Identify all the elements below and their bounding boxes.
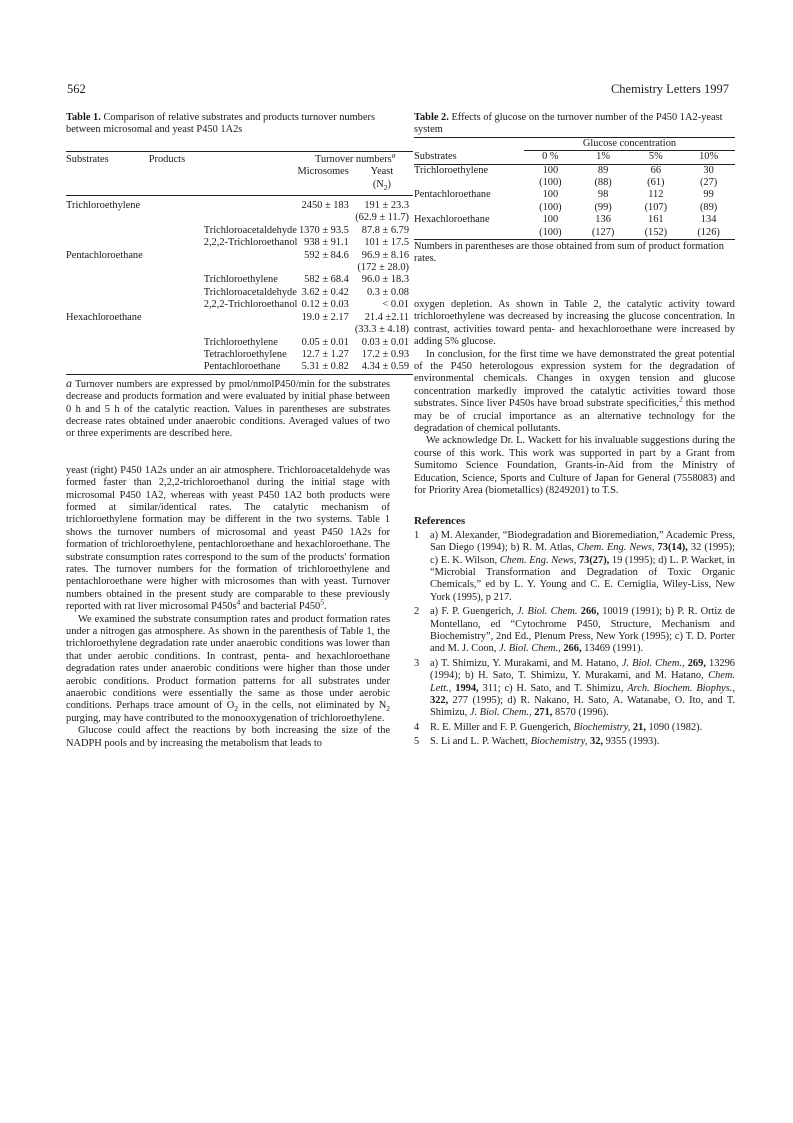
table1-row <box>66 299 413 311</box>
table1-cell-microsomes: 0.12 ± 0.03 <box>301 299 349 311</box>
table1-cell-microsomes: 5.31 ± 0.82 <box>297 361 354 374</box>
left-paragraph-3: Glucose could affect the reactions by both increasing the size of the NADPH pools and by increasing the metabolism that leads to <box>66 725 390 749</box>
table1-cell-yeast: < 0.01 <box>382 299 410 311</box>
ref-text: R. E. Miller and F. P. Guengerich, <box>430 721 574 733</box>
ref-journal: Biochemistry, <box>573 721 631 733</box>
table2-cell-value: (100) <box>539 177 562 189</box>
right-paragraph-1: oxygen depletion. As shown in Table 2, the catalytic activity toward trichloroethylene was decreased by increasing the glucose concentration. In contrast, activities toward penta- and hexachloroethane were increased by adding 5% glucose. <box>414 298 735 348</box>
left-column <box>66 112 410 750</box>
table1-cell-substrate <box>66 274 143 286</box>
table1-cell-microsomes: 19.0 ± 2.17 <box>301 311 349 323</box>
reference-1 <box>414 530 735 604</box>
table1-cell-microsomes: 0.05 ± 0.01 <box>301 336 349 348</box>
ref-volume: 32, <box>587 736 604 748</box>
ref-journal: Arch. Biochem. Biophys., <box>627 682 735 694</box>
table1-cell-substrate <box>66 237 143 249</box>
table2-caption-text: Effects of glucose on the turnover number of the P450 1A2-yeast system <box>414 112 723 136</box>
table2-cell-value: (27) <box>699 177 718 189</box>
table1-cell-substrate <box>66 324 143 336</box>
table1-cell-yeast: 96.0 ± 18.3 <box>361 274 410 286</box>
table2-cell-value: 136 <box>595 214 611 226</box>
table1-cell-substrate <box>66 212 143 224</box>
left-paragraph-1 <box>66 465 390 614</box>
table1-cell-substrate: Pentachloroethane <box>66 249 143 261</box>
reference-5 <box>414 736 735 748</box>
table2-cell-value: (107) <box>644 201 668 213</box>
table2-cell-value: (100) <box>539 226 562 238</box>
ref-text: 9355 (1993). <box>603 736 660 748</box>
table1-cell-substrate <box>66 337 143 349</box>
table1-row <box>66 212 413 224</box>
ref-journal: J. Biol. Chem., <box>499 643 561 655</box>
reference-body <box>430 530 735 604</box>
reference-number: 3 <box>414 657 420 669</box>
ref-journal: J. Biol. Chem., <box>621 657 685 669</box>
ref-volume: 266, <box>560 643 582 655</box>
table1-row <box>66 225 413 237</box>
table1-cell-product: Pentachloroethane <box>143 361 298 374</box>
ref-journal: Chem. Eng. News, <box>577 542 655 554</box>
table1-row <box>66 196 413 213</box>
table2-cell-value: 100 <box>542 164 559 176</box>
table1-cell-microsomes: 12.7 ± 1.27 <box>301 348 349 360</box>
ref-text: 32 (1995); c) E. K. Wilson, <box>430 542 735 566</box>
citation-4: 4 <box>236 597 241 607</box>
table2-cell-value: 30 <box>703 164 714 176</box>
ref-volume: 21, <box>630 721 646 733</box>
references-heading: References <box>414 515 466 528</box>
reference-number: 4 <box>414 721 420 733</box>
table2-body <box>414 164 735 239</box>
ref-text: a) T. Shimizu, Y. Murakami, and M. Hatano, <box>430 657 622 669</box>
reference-2 <box>414 606 735 656</box>
table1-cell-microsomes: 582 ± 68.4 <box>304 274 349 286</box>
table1-cell-microsomes <box>297 212 354 224</box>
left-p2-sub-1: 2 <box>234 704 239 714</box>
table1-cell-yeast: 17.2 ± 0.93 <box>361 348 410 360</box>
ref-text: 8570 (1996). <box>552 707 609 719</box>
table2-cell-value: (100) <box>539 201 562 213</box>
table1-cell-yeast: (62.9 ± 11.7) <box>355 212 410 224</box>
left-p2-text-c: purging, may have contributed to the monooxygenation of trichloroethylene. <box>66 712 385 724</box>
table2 <box>414 137 735 239</box>
ref-text: a) F. P. Guengerich, <box>430 606 517 618</box>
table2-cell-substrate <box>414 177 524 189</box>
table2-cell-value: (89) <box>699 201 718 213</box>
table1-row <box>66 237 413 249</box>
table1-col-yeast: Yeast <box>370 166 394 178</box>
table2-col-substrates: Substrates <box>414 151 524 164</box>
table2-cell-value: (152) <box>644 226 668 238</box>
table1-cell-product: Trichloroacetaldehyde <box>203 286 297 298</box>
table2-col-5: 5% <box>629 151 682 164</box>
ref-journal: J. Biol. Chem., <box>469 707 532 719</box>
ref-volume: 271, <box>531 707 553 719</box>
citation-5: 5 <box>320 597 324 607</box>
table1-cell-microsomes: 938 ± 91.1 <box>304 237 349 249</box>
table1-cell-product: Trichloroacetaldehyde <box>203 224 297 236</box>
reference-4 <box>414 722 735 734</box>
table2-cell-substrate <box>414 227 524 239</box>
table2-header-row <box>414 151 735 164</box>
reference-body <box>430 722 735 734</box>
table1-cell-microsomes <box>297 324 354 336</box>
table1-caption-label: Table 1. <box>66 112 101 123</box>
table1-row <box>66 287 413 299</box>
table2-row <box>414 202 735 214</box>
acknowledgement-paragraph: We acknowledge Dr. L. Wackett for his invaluable suggestions during the course of this work. This work was supported in part by a Grant from Sumitomo Science Foundation, Grants-in-Aid from the Ministry of Education, Science, Sports and Culture of Japan for General (7558083) and for Priority Area (biometallics) (8249201) to T.S. <box>414 435 735 496</box>
table2-cell-value: 100 <box>542 189 559 201</box>
ref-text: 13469 (1991). <box>581 643 644 655</box>
ref-text: 277 (1995); d) R. Nakano, H. Sato, A. Watanabe, O. Ito, and T. Shimizu, <box>430 695 735 719</box>
ref-volume: 322, <box>430 695 449 707</box>
table1-cell-yeast: 96.9 ± 8.16 <box>361 249 410 261</box>
ref-volume: 1994, <box>451 682 479 694</box>
table1-cell-substrate <box>66 225 143 237</box>
table1-caption <box>66 112 390 137</box>
table2-cell-value: (61) <box>647 177 665 189</box>
table1-cell-product: 2,2,2-Trichloroethanol <box>203 237 298 249</box>
table1-cell-yeast: 4.34 ± 0.59 <box>355 361 413 374</box>
table1-row <box>66 337 413 349</box>
table1-cell-product <box>143 250 298 262</box>
table2-cell-value: 100 <box>542 214 559 226</box>
table1-cell-product <box>143 262 298 274</box>
table2-row <box>414 227 735 239</box>
ref-journal: Biochemistry, <box>530 736 588 748</box>
left-p2-text-a: We examined the substrate consumption rates and product formation rates under a nitrogen gas atmosphere. As shown in the parenthesis of Table 1, the trichloroethylene degradation rate under anaerobic conditions was lower than that under aerobic conditions. In contrast, penta- and hexachloroethane degradation rates under anaerobic conditions were higher than those under aerobic conditions. Product formation patterns for all substrates under anaerobic conditions were essentially the same as those under aerobic conditions. Perhaps trace amount of O <box>66 613 390 712</box>
table1-col-microsomes: Microsomes <box>297 166 349 178</box>
table2-caption-label: Table 2. <box>414 112 449 123</box>
table1-cell-yeast: 101 ± 17.5 <box>364 237 410 249</box>
table2-cell-substrate: Pentachloroethane <box>414 189 491 201</box>
ref-text: 311; c) H. Sato, and T. Shimizu, <box>478 682 628 694</box>
table1-footnote <box>66 377 390 441</box>
table1-col-substrates: Substrates <box>66 153 109 165</box>
table1-cell-product <box>143 324 298 336</box>
table1-cell-product: Trichloroethylene <box>203 336 278 348</box>
reference-3 <box>414 658 735 720</box>
table1-row <box>66 349 413 361</box>
table2-group-header: Glucose concentration <box>524 137 735 150</box>
table2-row <box>414 189 735 201</box>
table1-cell-yeast: 0.03 ± 0.01 <box>361 336 410 348</box>
table2-col-10: 10% <box>682 151 735 164</box>
right-p2-text-b: this method may be of crucial importance as an alternative technology for the degradation of chemical pollutants. <box>414 398 735 434</box>
table2-col-1: 1% <box>577 151 630 164</box>
table1-cell-product <box>143 196 298 213</box>
table1-cell-microsomes: 1370 ± 93.5 <box>298 224 349 236</box>
ref-volume: 266, <box>577 606 599 618</box>
table1-cell-product <box>143 212 298 224</box>
table2-cell-substrate: Trichloroethylene <box>414 164 489 176</box>
table1-cell-yeast: 191 ± 23.3 <box>355 196 413 213</box>
table2-col-0: 0 % <box>524 151 577 164</box>
table2-row <box>414 177 735 189</box>
table2-note: Numbers in parentheses are those obtained from sum of product formation rates. <box>414 239 735 266</box>
table1-footnote-text: Turnover numbers are expressed by pmol/nmolP450/min for the substrates decrease and products formation and were evaluated by initial phase between 0 h and 5 h of the catalytic reaction. Values in parentheses are substrates decrease rates obtained under anaerobic conditions. Averaged values of two or three experiments are described here. <box>66 378 390 440</box>
ref-volume: 73(27), <box>576 554 610 566</box>
ref-text: 10019 (1991); b) P. R. Ortiz de Montellano, ed “Cytochrome P450, Structure, Mechanism and Biochemistry”, 2nd Ed., Plenum Press, New York (1995); c) T. D. Porter and M. J. Coon, <box>430 606 736 655</box>
table1-header-row <box>66 151 413 166</box>
table2-cell-value: 98 <box>597 189 609 201</box>
left-p2-sub-2: 2 <box>386 704 390 714</box>
reference-body <box>430 606 735 656</box>
table2-cell-value: 66 <box>650 164 662 176</box>
table1-row <box>66 250 413 262</box>
right-paragraph-2 <box>414 349 735 436</box>
table1-subheader-row <box>66 166 413 178</box>
table2-cell-value: (126) <box>697 226 720 238</box>
ref-volume: 269, <box>684 657 706 669</box>
table1-row <box>66 274 413 286</box>
left-p1-mid: and bacterial P450 <box>240 601 321 613</box>
table2-cell-value: (88) <box>594 177 612 189</box>
table1-cell-substrate <box>66 287 143 299</box>
ref-text: S. Li and L. P. Wachett, <box>430 736 531 748</box>
table2-caption <box>414 112 735 137</box>
reference-body <box>430 658 735 720</box>
table1-cell-product: Tetrachloroethylene <box>203 348 287 360</box>
reference-number: 5 <box>414 736 420 748</box>
left-p2-text-b: in the cells, not eliminated by N <box>238 700 387 712</box>
table1-cell-yeast: 21.4 ±2.11 <box>364 311 410 323</box>
table1-cell-yeast: (172 ± 28.0) <box>357 262 410 274</box>
table2-cell-value: (99) <box>594 201 612 213</box>
table1-cell-yeast: 87.8 ± 6.79 <box>361 224 410 236</box>
left-paragraph-2 <box>66 614 390 726</box>
table2-cell-value: 161 <box>648 214 664 226</box>
table1-cell-yeast: (33.3 ± 4.18) <box>354 324 410 336</box>
table1-col-products: Products <box>148 153 186 165</box>
table1-cell-microsomes <box>297 262 354 274</box>
table1-cell-yeast: 0.3 ± 0.08 <box>366 286 410 298</box>
page-number: 562 <box>67 82 86 96</box>
right-p2-text-a: In conclusion, for the first time we have demonstrated the great potential of the P450 heterologous expression system for the degradation of environmental chemicals. Changes in oxygen tension and glucose concentration markedly improved the catalytic activities toward those substrates. Since liver P450s have broad substrate specificities, <box>414 348 735 410</box>
table1-footnote-mark: a <box>66 375 72 390</box>
table1-body <box>66 196 413 375</box>
table2-cell-substrate: Hexachloroethane <box>414 214 490 226</box>
table1-cell-substrate <box>66 299 143 311</box>
table1-row <box>66 262 413 274</box>
table1-turnover-footnote-mark: a <box>391 150 396 160</box>
table1-cell-microsomes: 3.62 ± 0.42 <box>301 286 349 298</box>
ref-text: 19 (1995); d) L. P. Wacket, in “Microbial Transformation and Degradation of Toxic Organic Chemicals,” ed by L. Y. Young and C. E. Cerniglia, Wiley-Liss, New York (1995), p 217. <box>430 554 735 603</box>
ref-text: a) M. Alexander, “Biodegradation and Bioremediation,” Academic Press, San Diego (1994); b) R. M. Atlas, <box>430 529 735 554</box>
reference-number: 2 <box>414 606 420 618</box>
table2-cell-substrate <box>414 202 524 214</box>
left-p1-end: . <box>323 601 327 613</box>
table2-cell-value: (127) <box>591 226 615 238</box>
table1-row <box>66 312 413 324</box>
reference-body <box>430 736 735 748</box>
table1-cell-microsomes: 592 ± 84.6 <box>304 249 349 261</box>
table1-cell-substrate <box>66 349 143 361</box>
table1-cell-substrate <box>66 262 143 274</box>
right-column <box>414 112 735 749</box>
table2-row <box>414 214 735 226</box>
reference-number: 1 <box>414 529 420 541</box>
table2-cell-value: 99 <box>703 189 714 201</box>
ref-text: 1090 (1982). <box>645 721 703 733</box>
table2-cell-value: 89 <box>597 164 609 176</box>
table1-cell-product <box>143 312 298 324</box>
table1-row <box>66 361 413 374</box>
table1-cell-substrate: Hexachloroethane <box>66 311 142 323</box>
ref-journal: Chem. Eng. News, <box>499 554 577 566</box>
left-p1-text: yeast (right) P450 1A2s under an air atmosphere. Trichloroacetaldehyde was formed faster than 2,2,2-trichloroethanol during the initial stage with microsomal P450 1A2, whereas with yeast P450 1A2 both products were formed at similar/identical rates. The catalytic mechanism of trichloroethylene formation may be different in the two systems. Table 1 shows the turnover numbers of microsomal and yeast P450 1A2s for formation of trichloroethylene, pentachloroethane and hexachloroethane. The substrate consumption rates correspond to the sum of the products' formation rates. The turnover numbers for the formation of trichloroethylene and pentachloroethane were higher with microsomes than with yeast. Turnover numbers obtained in the present study are comparable to these previously reported with rat liver microsomal P450s <box>66 464 390 613</box>
table2-cell-value: 112 <box>648 189 664 201</box>
table1-cell-substrate: Trichloroethylene <box>66 196 143 213</box>
citation-2: 2 <box>678 394 683 404</box>
table1-caption-text: Comparison of relative substrates and products turnover numbers between microsomal and yeast P450 1A2s <box>66 112 375 136</box>
journal-running-title: Chemistry Letters 1997 <box>610 82 729 96</box>
table1-col-turnover <box>297 151 413 166</box>
table1-col-turnover-label: Turnover numbers <box>315 153 392 165</box>
table1-row <box>66 324 413 336</box>
table2-cell-value: 134 <box>700 214 717 226</box>
table1 <box>66 151 413 375</box>
table1-cell-substrate <box>66 361 143 374</box>
table1-subheader-row-2 <box>66 179 413 196</box>
ref-volume: 73(14), <box>654 542 688 554</box>
table2-group-header-row <box>414 137 735 150</box>
ref-journal: Chem. Lett., <box>430 670 735 694</box>
table2-row <box>414 164 735 177</box>
ref-journal: J. Biol. Chem. <box>517 606 578 618</box>
table1-cell-microsomes: 2450 ± 183 <box>297 196 354 213</box>
table1-col-yeast-condition: $(N_2)$ <box>372 178 392 192</box>
ref-text: 13296 (1994); b) H. Sato, T. Shimizu, Y. Murakami, and M. Hatano, <box>430 657 736 682</box>
table1-cell-product: Trichloroethylene <box>203 274 278 286</box>
table1-cell-product: 2,2,2-Trichloroethanol <box>203 299 298 311</box>
